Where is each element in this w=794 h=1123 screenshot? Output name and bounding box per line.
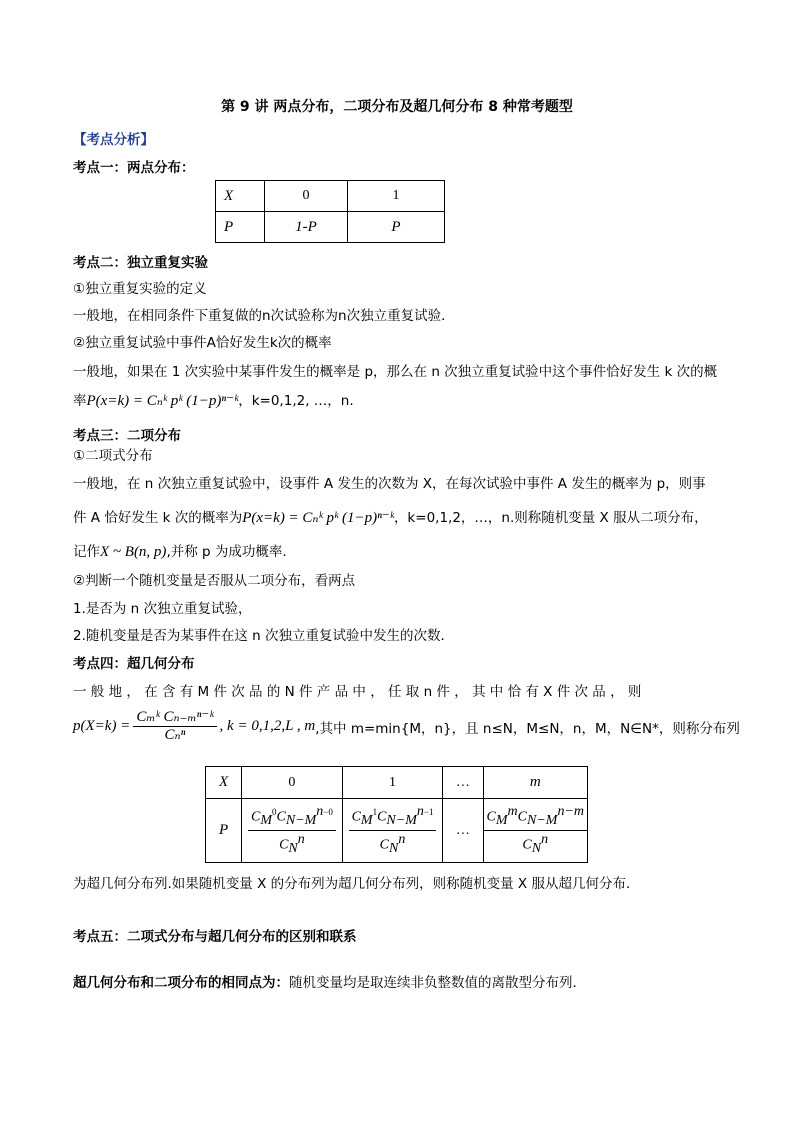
kp2-heading: 考点二：独立重复实验 xyxy=(73,255,208,271)
kp3-heading: 考点三：二项分布 xyxy=(73,428,181,444)
page-title: 第 9 讲 两点分布，二项分布及超几何分布 8 种常考题型 xyxy=(221,99,573,115)
kp3-sub2-title: ②判断一个随机变量是否服从二项分布，看两点 xyxy=(73,573,356,589)
table-cell: X xyxy=(206,767,242,799)
table-cell: 1 xyxy=(348,181,445,212)
binomial-formula-2: P(x=k) = Cₙᵏ pᵏ (1−p)ⁿ⁻ᵏ xyxy=(242,510,394,526)
kp5-text: 随机变量均是取连续非负整数值的离散型分布列． xyxy=(289,975,586,991)
kp3-line2-suffix: ，k=0,1,2，…，n.则称随机变量 X 服从二项分布， xyxy=(393,510,708,526)
kp2-sub1-text: 一般地，在相同条件下重复做的n次试验称为n次独立重复试验． xyxy=(73,308,455,324)
kp2-sub2-title: ②独立重复试验中事件A恰好发生k次的概率 xyxy=(73,335,332,351)
table-cell: 1 xyxy=(342,767,443,799)
kp2-sub2-prefix: 率 xyxy=(73,393,87,409)
hypergeom-denominator: Cₙⁿ xyxy=(164,727,186,743)
table-cell: $\frac{C_M^1C_{N-M}^{n-1}}{C_N^n}$ xyxy=(342,799,443,863)
kp2-sub1-title: ①独立重复实验的定义 xyxy=(73,281,207,297)
table-cell: P xyxy=(348,212,445,243)
hypergeom-fraction xyxy=(133,710,216,743)
kp5-bold-prefix: 超几何分布和二项分布的相同点为： xyxy=(73,975,289,991)
kp4-heading: 考点四：超几何分布 xyxy=(73,656,195,672)
section-header: 【考点分析】 xyxy=(73,132,154,148)
binomial-formula: P(x=k) = Cₙᵏ pᵏ (1−p)ⁿ⁻ᵏ xyxy=(86,393,239,409)
kp3-item1: 1.是否为 n 次独立重复试验， xyxy=(73,601,252,617)
table-cell: $\frac{C_M^0C_{N-M}^{n-0}}{C_N^n}$ xyxy=(242,799,343,863)
kp2-sub2-suffix: ，k=0,1,2, …，n. xyxy=(238,393,354,409)
table-cell: X xyxy=(216,181,265,212)
kp5-heading: 考点五：二项式分布与超几何分布的区别和联系 xyxy=(73,929,357,945)
table-cell: … xyxy=(443,767,483,799)
table-cell: P xyxy=(216,212,265,243)
kp2-sub2-line1: 一般地，如果在 1 次实验中某事件发生的概率是 p，那么在 n 次独立重复试验中这个事件恰好发生 k 次的概 xyxy=(73,364,718,380)
table-cell: … xyxy=(443,799,483,863)
kp3-line2-prefix: 件 A 恰好发生 k 次的概率为 xyxy=(73,510,243,526)
two-point-table xyxy=(215,180,445,243)
kp3-item2: 2.随机变量是否为某事件在这 n 次独立重复试验中发生的次数． xyxy=(73,628,455,644)
table-cell: $\frac{C_M^mC_{N-M}^{n-m}}{C_N^n}$ xyxy=(483,799,588,863)
binomial-notation: X ~ B(n, p) xyxy=(100,544,167,560)
kp1-heading: 考点一：两点分布： xyxy=(73,160,195,176)
table-cell: m xyxy=(483,767,588,799)
hypergeom-text: ,其中 m=min{M，n}，且 n≤N，M≤N，n，M，N∈N*，则称分布列 xyxy=(315,720,740,737)
kp4-after: 为超几何分布列.如果随机变量 X 的分布列为超几何分布列，则称随机变量 X 服从超几何分布. xyxy=(73,876,631,892)
hypergeom-numerator: Cₘᵏ Cₙ₋ₘⁿ⁻ᵏ xyxy=(133,710,216,727)
table-cell: 1-P xyxy=(265,212,348,243)
table-cell: 0 xyxy=(242,767,343,799)
table-cell: P xyxy=(206,799,242,863)
kp3-line1: 一般地，在 n 次独立重复试验中，设事件 A 发生的次数为 X，在每次试验中事件 A 发生的概率为 p，则事 xyxy=(73,476,706,492)
kp3-line3-suffix: ,并称 p 为成功概率. xyxy=(166,544,287,560)
hypergeom-table xyxy=(205,766,588,863)
hypergeom-tail: , k = 0,1,2,L , m xyxy=(219,718,316,734)
table-cell: 0 xyxy=(265,181,348,212)
hypergeom-lhs: p(X=k) = xyxy=(73,718,131,734)
kp3-sub1-title: ①二项式分布 xyxy=(73,448,153,464)
kp4-line1: 一 般 地 ， 在 含 有 M 件 次 品 的 N 件 产 品 中 ， 任 取 n 件 ， 其 中 恰 有 X 件 次 品 ， 则 xyxy=(73,684,642,700)
kp3-line3-prefix: 记作 xyxy=(73,544,100,560)
